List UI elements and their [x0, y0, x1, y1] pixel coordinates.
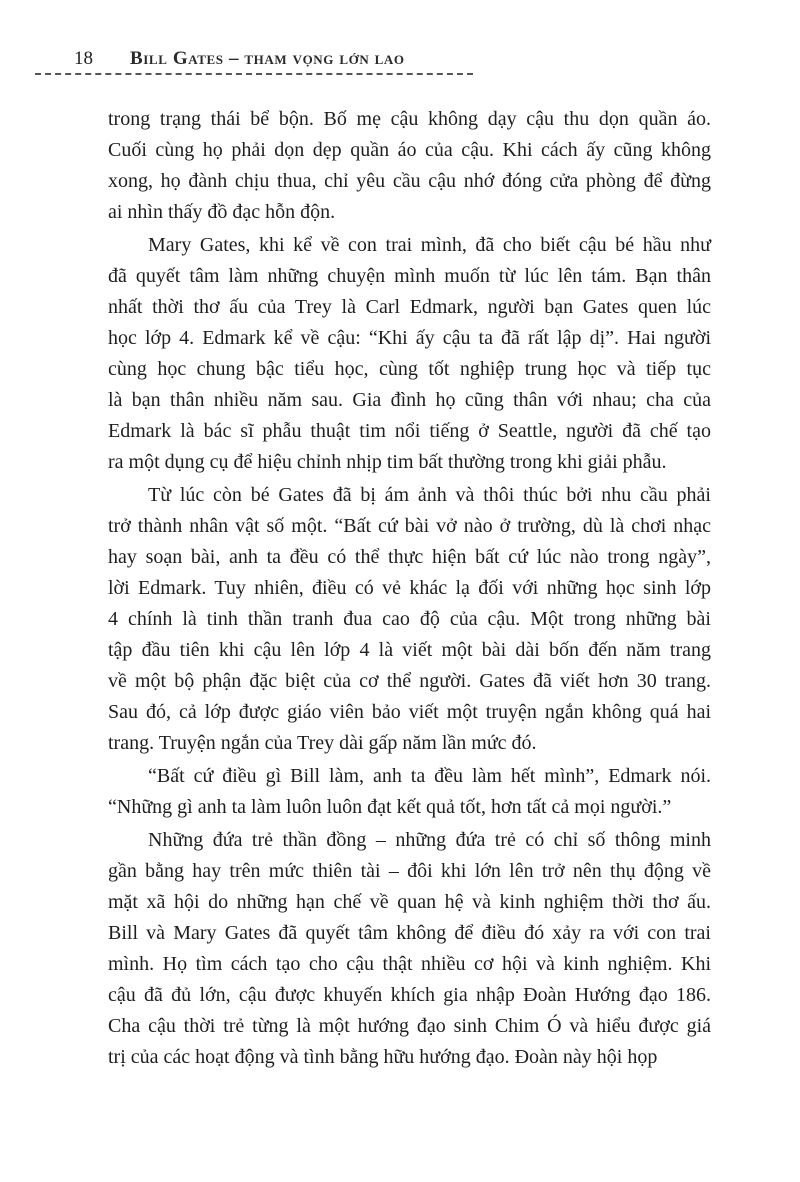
text-line: 4 chính là tinh thần tranh đua cao độ của cậu. Một trong những bài	[108, 608, 711, 630]
text-line: Cha cậu thời trẻ từng là một hướng đạo sinh Chim Ó và hiểu được giá	[108, 1015, 711, 1037]
text-line: tập đầu tiên khi cậu lên lớp 4 là viết một bài dài bốn đến năm trang	[108, 639, 711, 661]
text-line: Sau đó, cả lớp được giáo viên bảo viết một truyện ngắn không quá hai	[108, 701, 711, 723]
header-dashed-divider	[35, 73, 473, 75]
text-line: Từ lúc còn bé Gates đã bị ám ảnh và thôi thúc bởi nhu cầu phải	[148, 484, 711, 506]
text-line: ra một dụng cụ để hiệu chỉnh nhịp tim bất thường trong khi giải phẫu.	[108, 451, 667, 473]
text-line: Những đứa trẻ thần đồng – những đứa trẻ có chỉ số thông minh	[148, 829, 711, 851]
text-line: đã quyết tâm làm những chuyện mình muốn từ lúc lên tám. Bạn thân	[108, 265, 711, 287]
paragraph	[108, 230, 711, 478]
text-line: Mary Gates, khi kể về con trai mình, đã cho biết cậu bé hầu như	[148, 234, 711, 256]
paragraph	[108, 825, 711, 1073]
page-body	[108, 104, 711, 1075]
text-line: về một bộ phận đặc biệt của cơ thể người. Gates đã viết hơn 30 trang.	[108, 670, 711, 692]
text-line: lời Edmark. Tuy nhiên, điều có vẻ khác lạ đối với những học sinh lớp	[108, 577, 711, 599]
text-line: ai nhìn thấy đồ đạc hỗn độn.	[108, 201, 336, 223]
text-line: hay soạn bài, anh ta đều có thể thực hiện bất cứ lúc nào trong ngày”,	[108, 546, 711, 568]
text-line: trở thành nhân vật số một. “Bất cứ bài vở nào ở trường, dù là chơi nhạc	[108, 515, 711, 537]
text-line: mặt xã hội do những hạn chế về quan hệ và kinh nghiệm thời thơ ấu.	[108, 891, 711, 913]
text-line: “Bất cứ điều gì Bill làm, anh ta đều làm hết mình”, Edmark nói.	[148, 765, 711, 787]
text-line: Bill và Mary Gates đã quyết tâm không để điều đó xảy ra với con trai	[108, 922, 711, 944]
text-line: xong, họ đành chịu thua, chỉ yêu cầu cậu nhớ đóng cửa phòng để đừng	[108, 170, 711, 192]
text-line: trị của các hoạt động và tình bằng hữu hướng đạo. Đoàn này hội họp	[108, 1046, 658, 1068]
text-line: mình. Họ tìm cách tạo cho cậu thật nhiều cơ hội và kinh nghiệm. Khi	[108, 953, 711, 975]
text-line: Edmark là bác sĩ phẫu thuật tim nổi tiếng ở Seattle, người đã chế tạo	[108, 420, 711, 442]
paragraph	[108, 480, 711, 759]
text-line: Cuối cùng họ phải dọn dẹp quần áo của cậu. Khi cách ấy cũng không	[108, 139, 711, 161]
text-line: là bạn thân nhiều năm sau. Gia đình họ cũng thân với nhau; cha của	[108, 389, 711, 411]
text-line: cùng học chung bậc tiểu học, cùng tốt nghiệp trung học và tiếp tục	[108, 358, 711, 380]
paragraph	[108, 104, 711, 228]
text-line: “Những gì anh ta làm luôn luôn đạt kết quả tốt, hơn tất cả mọi người.”	[108, 796, 672, 818]
text-line: cậu đã đủ lớn, cậu được khuyến khích gia nhập Đoàn Hướng đạo 186.	[108, 984, 711, 1006]
text-line: học lớp 4. Edmark kể về cậu: “Khi ấy cậu ta đã rất lập dị”. Hai người	[108, 327, 711, 349]
text-line: nhất thời thơ ấu của Trey là Carl Edmark, người bạn Gates quen lúc	[108, 296, 711, 318]
page-number: 18	[74, 48, 93, 69]
running-title: Bill Gates – tham vọng lớn lao	[130, 48, 405, 69]
text-line: trang. Truyện ngắn của Trey dài gấp năm lần mức đó.	[108, 732, 537, 754]
text-line: trong trạng thái bể bộn. Bố mẹ cậu không dạy cậu thu dọn quần áo.	[108, 108, 711, 130]
paragraph	[108, 761, 711, 823]
text-line: gần bằng hay trên mức thiên tài – đôi khi lớn lên trở nên thụ động về	[108, 860, 711, 882]
